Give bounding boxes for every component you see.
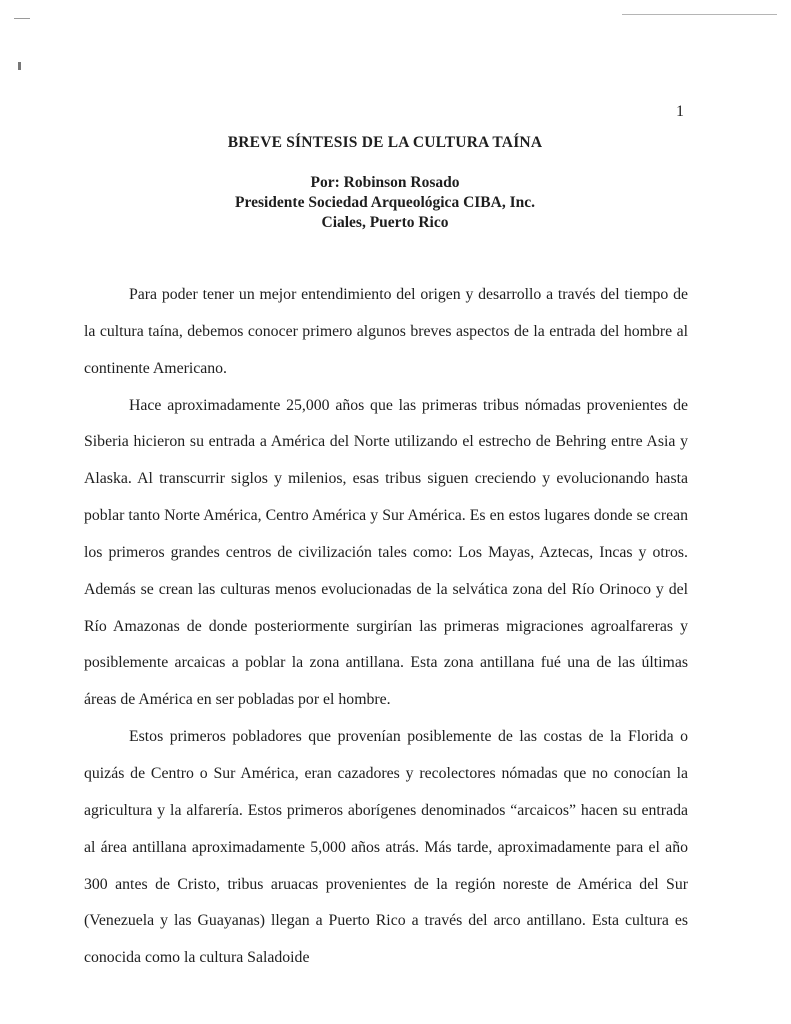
document-title: BREVE SÍNTESIS DE LA CULTURA TAÍNA xyxy=(227,134,543,151)
byline-author: Por: Robinson Rosado xyxy=(310,174,460,191)
page-number: 1 xyxy=(676,103,684,120)
byline-role: Presidente Sociedad Arqueológica CIBA, Inc. xyxy=(235,194,535,211)
paragraph-3: Estos primeros pobladores que provenían posiblemente de las costas de la Florida o quizás de Centro o Sur América, eran cazadores y recolectores nómadas que no conocían la agricultura y la alfarería. Estos primeros aborígenes denominados “arcaicos” hacen su entrada al área antillana aproximadamente 5,000 años atrás. Más tarde, aproximadamente para el año 300 antes de Cristo, tribus aruacas provenientes de la región noreste de América del Sur (Venezuela y las Guayanas) llegan a Puerto Rico a través del arco antillano. Esta cultura es conocida como la cultura Saladoide xyxy=(84,728,688,967)
document-body xyxy=(84,277,688,977)
scan-mark-top-left xyxy=(14,18,30,19)
paragraph-2: Hace aproximadamente 25,000 años que las primeras tribus nómadas provenientes de Siberia hicieron su entrada a América del Norte utilizando el estrecho de Behring entre Asia y Alaska. Al transcurrir siglos y milenios, esas tribus siguen creciendo y evolucionando hasta poblar tanto Norte América, Centro América y Sur América. Es en estos lugares donde se crean los primeros grandes centros de civilización tales como: Los Mayas, Aztecas, Incas y otros. Además se crean las culturas menos evolucionadas de la selvática zona del Río Orinoco y del Río Amazonas de donde posteriormente surgirían las primeras migraciones agroalfareras y posiblemente arcaicas a poblar la zona antillana. Esta zona antillana fué una de las últimas áreas de América en ser pobladas por el hombre. xyxy=(84,396,688,709)
paragraph-1: Para poder tener un mejor entendimiento del origen y desarrollo a través del tiempo de la cultura taína, debemos conocer primero algunos breves aspectos de la entrada del hombre al continente Americano. xyxy=(84,286,688,377)
scan-line-top-right xyxy=(622,14,777,15)
scan-mark-left-edge xyxy=(18,62,21,70)
byline-location: Ciales, Puerto Rico xyxy=(321,214,449,231)
header-block xyxy=(0,133,770,233)
